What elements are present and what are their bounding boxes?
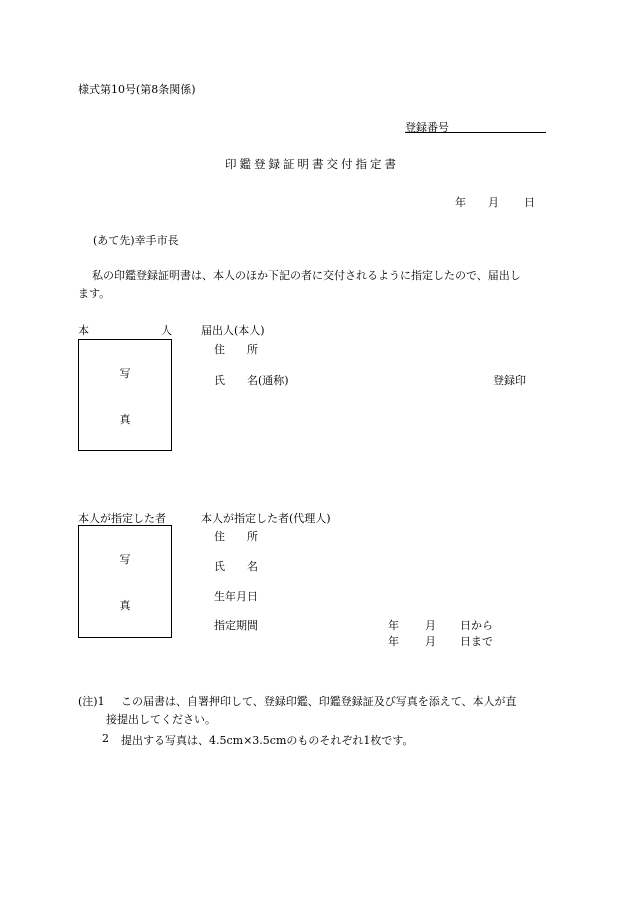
- registration-number-field: [405, 132, 546, 133]
- principal-name-label-a: 氏: [214, 374, 225, 387]
- period-to-day: 日まで: [460, 635, 493, 648]
- agent-address-label-a: 住: [214, 530, 225, 543]
- note-1-line-2: 接提出してください。: [106, 713, 216, 726]
- note-2-number: 2: [102, 732, 109, 745]
- agent-photo-char-1: 写: [119, 553, 131, 566]
- notes-prefix: (注)1: [78, 695, 105, 708]
- date-month: 月: [488, 196, 499, 209]
- principal-seal-label: 登録印: [493, 374, 526, 387]
- agent-heading: 本人が指定した者(代理人): [201, 512, 331, 525]
- agent-label: 本人が指定した者: [78, 512, 166, 525]
- period-to-month: 月: [425, 635, 436, 648]
- principal-heading: 届出人(本人): [201, 324, 265, 337]
- period-to-year: 年: [388, 635, 399, 648]
- note-2-text: 提出する写真は、4.5cm×3.5cmのものそれぞれ1枚です。: [121, 734, 414, 747]
- principal-photo-char-2: 真: [119, 413, 131, 426]
- agent-name-label-a: 氏: [214, 560, 225, 573]
- period-from-year: 年: [388, 619, 399, 632]
- agent-birthdate-label: 生年月日: [214, 590, 258, 603]
- note-1-line-1: この届書は、自署押印して、登録印鑑、印鑑登録証及び写真を添えて、本人が直: [121, 695, 517, 708]
- principal-address-label-a: 住: [214, 343, 225, 356]
- agent-name-label-b: 名: [247, 560, 258, 573]
- date-day: 日: [524, 196, 535, 209]
- body-line-1: 私の印鑑登録証明書は、本人のほか下記の者に交付されるように指定したので、届出し: [92, 269, 521, 282]
- period-from-month: 月: [425, 619, 436, 632]
- principal-address-label-b: 所: [247, 343, 258, 356]
- principal-photo-char-1: 写: [119, 367, 131, 380]
- principal-label-right: 人: [161, 324, 172, 337]
- agent-photo-box: [78, 525, 172, 638]
- principal-photo-box: [78, 339, 172, 451]
- period-from-day: 日から: [460, 619, 493, 632]
- agent-address-label-b: 所: [247, 530, 258, 543]
- document-title: 印鑑登録証明書交付指定書: [225, 157, 399, 171]
- agent-photo-char-2: 真: [119, 599, 131, 612]
- addressee: (あて先)幸手市長: [93, 234, 179, 247]
- agent-period-label: 指定期間: [214, 619, 258, 632]
- form-number: 様式第10号(第8条関係): [78, 83, 196, 96]
- body-line-2: ます。: [78, 287, 111, 300]
- principal-name-label-b: 名(通称): [247, 374, 289, 387]
- registration-number-label: 登録番号: [405, 121, 449, 134]
- principal-label-left: 本: [78, 324, 89, 337]
- date-year: 年: [455, 196, 466, 209]
